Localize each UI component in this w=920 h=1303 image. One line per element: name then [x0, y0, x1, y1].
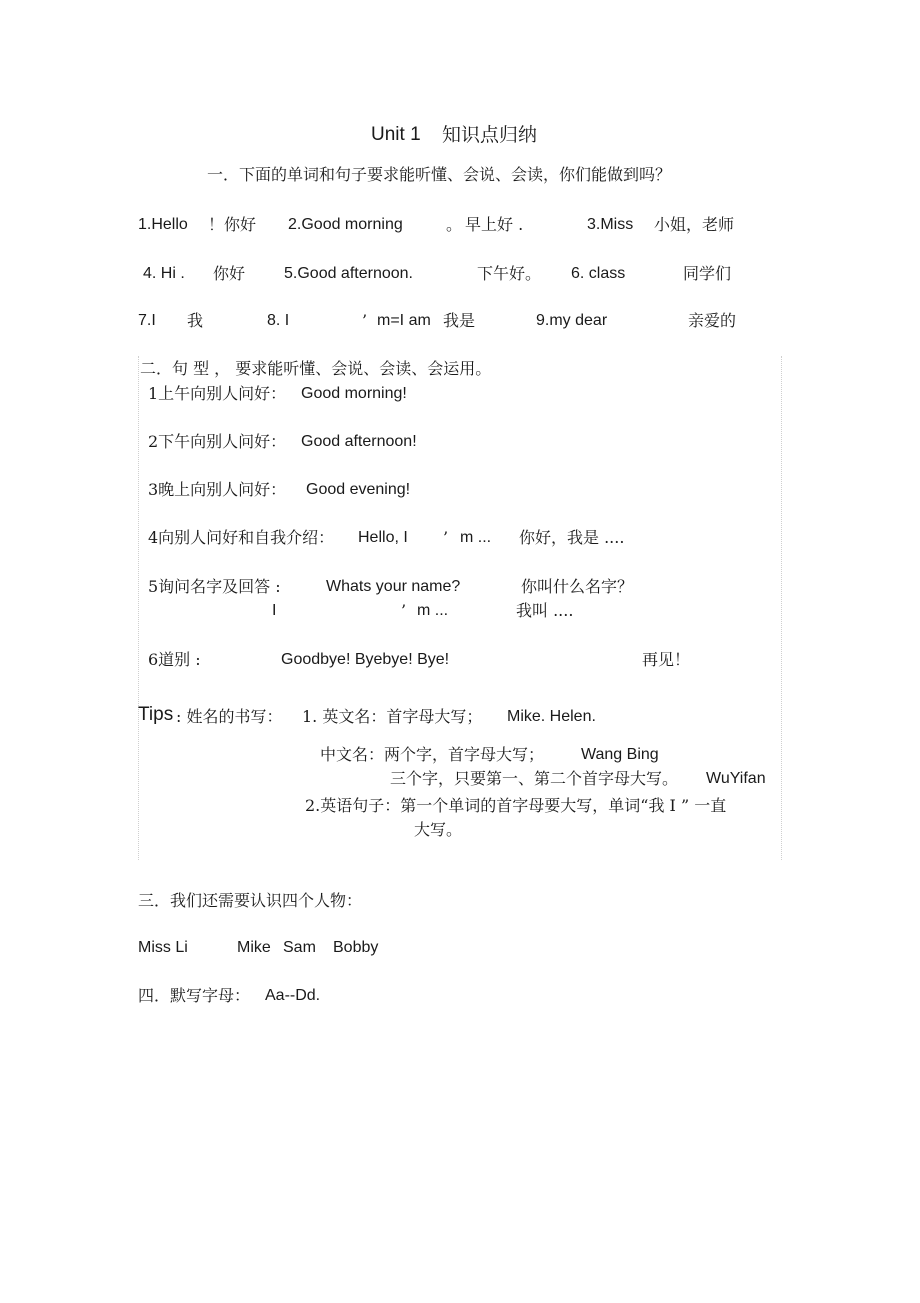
tips-line1-en: Mike. Helen. [507, 708, 596, 725]
vocab-8-zh: 我是 [443, 311, 476, 330]
vocab-8-mark: ’ [362, 311, 368, 330]
tips-line1-label: 1. 英文名：首字母大写； [302, 707, 483, 726]
vocab-4-zh: 你好 [213, 264, 246, 283]
sentence-1-en: Good morning! [301, 385, 407, 402]
sentence-4-en: Hello, I [358, 529, 408, 546]
sentence-4-zh: 你好，我是 .... [519, 528, 625, 547]
person-name: Miss Li [138, 939, 188, 956]
tips-line4: 2.英语句子：第一个单词的首字母要大写，单词“我 I ” 一直 [305, 796, 727, 815]
vocab-9-zh: 亲爱的 [688, 311, 737, 330]
tips-sep: : 姓名的书写： [176, 707, 283, 726]
vocab-2-en: 2.Good morning [288, 216, 403, 233]
sentence-4-mark: ’ [443, 528, 449, 547]
sentence-6-zh: 再见！ [642, 650, 691, 669]
person-name: Bobby [333, 939, 379, 956]
sentence-3-en: Good evening! [306, 481, 411, 498]
sentence-5-zh: 你叫什么名字？ [521, 577, 634, 596]
sentence-4-rest: m ... [460, 529, 492, 546]
vocab-8-rest: m=I am [377, 312, 431, 329]
vocab-5-en: 5.Good afternoon. [284, 265, 413, 282]
sentence-5-answer-rest: m ... [417, 602, 449, 619]
vocab-3-en: 3.Miss [587, 216, 634, 233]
person-name: Mike [237, 939, 271, 956]
vocab-1-mark: ！ [208, 215, 225, 234]
vocab-3-zh: 小姐，老师 [654, 215, 735, 234]
section2-heading: 二．句 型 ， 要求能听懂、会说、会读、会运用。 [140, 359, 492, 378]
tips-line5: 大写。 [414, 820, 463, 839]
vocab-5-zh: 下午好。 [477, 264, 542, 283]
tips-line3-label: 三个字，只要第一、第二个首字母大写。 [390, 769, 679, 788]
vocab-2-zh: 早上好 . [465, 215, 524, 234]
sentence-5-en: Whats your name? [326, 578, 461, 595]
tips-word: Tips [138, 704, 174, 725]
tips-line2-label: 中文名：两个字，首字母大写； [320, 745, 545, 764]
vocab-7-en: 7.I [138, 312, 156, 329]
vocab-8-en: 8. I [267, 312, 290, 329]
tips-line2-en: Wang Bing [581, 746, 659, 763]
vocab-9-en: 9.my dear [536, 312, 608, 329]
sentence-5-answer-en: I [272, 602, 277, 619]
vocab-2-mark: 。 [446, 215, 463, 234]
sentence-6-en: Goodbye! Byebye! Bye! [281, 651, 450, 668]
title-unit: Unit 1 [371, 124, 421, 145]
section4-value: Aa--Dd. [265, 987, 321, 1004]
sentence-1-label: 1上午向别人问好： [148, 384, 287, 403]
sentence-5-answer-zh: 我叫 .... [516, 601, 574, 620]
vocab-6-zh: 同学们 [683, 264, 732, 283]
sentence-6-label: 6道别 : [148, 650, 201, 669]
sentence-2-label: 2下午向别人问好： [148, 432, 287, 451]
title-zh: 知识点归纳 [442, 124, 538, 146]
vocab-6-en: 6. class [571, 265, 626, 282]
sentence-5-answer-mark: ’ [401, 601, 407, 620]
vocab-1-en: 1.Hello [138, 216, 188, 233]
person-name: Sam [283, 939, 316, 956]
tips-line3-en: WuYifan [706, 770, 766, 787]
section4-label: 四．默写字母： [138, 986, 251, 1005]
vocab-7-zh: 我 [187, 311, 204, 330]
vocab-1-zh: 你好 [224, 215, 257, 234]
sentence-5-label: 5询问名字及回答 : [148, 577, 281, 596]
sentence-3-label: 3晚上向别人问好： [148, 480, 287, 499]
sentence-2-en: Good afternoon! [301, 433, 417, 450]
vocab-4-en: 4. Hi . [143, 265, 185, 282]
sentence-4-label: 4向别人问好和自我介绍： [148, 528, 335, 547]
section1-heading: 一．下面的单词和句子要求能听懂、会说、会读，你们能做到吗？ [207, 165, 672, 184]
section3-heading: 三．我们还需要认识四个人物： [138, 891, 363, 910]
